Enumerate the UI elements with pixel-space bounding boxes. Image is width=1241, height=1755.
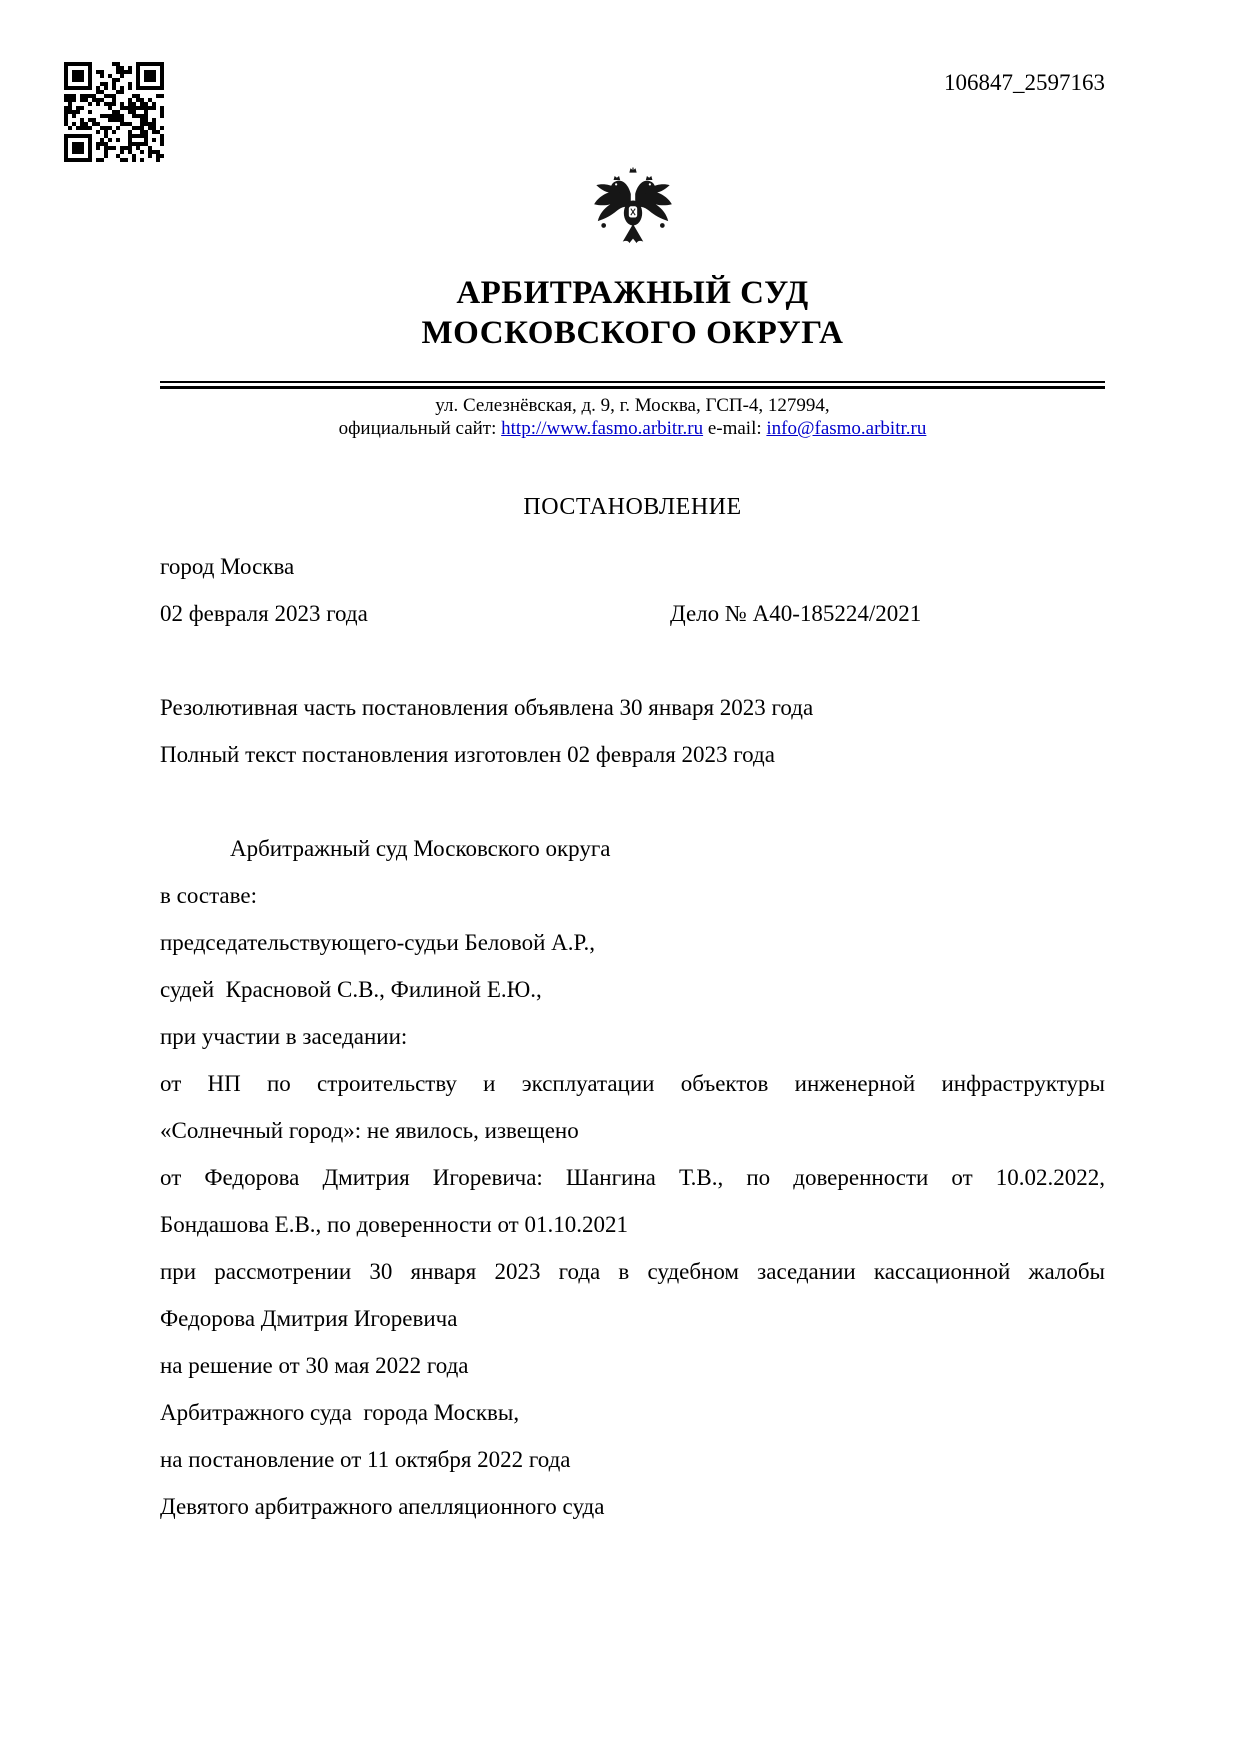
email-link[interactable]: info@fasmo.arbitr.ru [766,418,927,439]
body-line: председательствующего-судьи Беловой А.Р., [160,930,595,955]
resolutive-part-line: Резолютивная часть постановления объявлена 30 января 2023 года [160,695,814,720]
document-title: ПОСТАНОВЛЕНИЕ [523,494,742,520]
blank-line [160,778,1105,825]
body-line: от НП по строительству и эксплуатации объектов инженерной инфраструктуры [160,1071,1105,1096]
body-line: от Федорова Дмитрия Игоревича: Шангина Т.В., по доверенности от 10.02.2022, [160,1165,1105,1190]
decision-date: 02 февраля 2023 года [160,601,368,626]
document-number: 106847_2597163 [944,70,1105,95]
body-line: Арбитражный суд Московского округа [230,836,611,861]
court-name-line2: МОСКОВСКОГО ОКРУГА [421,315,844,351]
body-line: на постановление от 11 октября 2022 года [160,1447,571,1472]
court-address: ул. Селезнёвская, д. 9, г. Москва, ГСП-4, 127994, [435,395,830,416]
city-line: город Москва [160,554,295,579]
body-line: «Солнечный город»: не явилось, извещено [160,1118,579,1143]
body-line: при участии в заседании: [160,1024,408,1049]
body-line: Арбитражного суда города Москвы, [160,1400,520,1425]
court-contacts [160,394,1105,440]
court-name [160,273,1105,353]
site-label: официальный сайт: [338,418,497,439]
qr-code [64,62,164,162]
website-link[interactable]: http://www.fasmo.arbitr.ru [501,418,704,439]
header-divider [160,381,1105,389]
body-line: Бондашова Е.В., по доверенности от 01.10.2021 [160,1212,628,1237]
body-line: судей Красновой С.В., Филиной Е.Ю., [160,977,542,1002]
body-line: при рассмотрении 30 января 2023 года в судебном заседании кассационной жалобы [160,1259,1105,1284]
blank-line [160,637,1105,684]
court-name-line1: АРБИТРАЖНЫЙ СУД [456,275,809,311]
russia-coat-of-arms-icon [589,166,677,260]
full-text-line: Полный текст постановления изготовлен 02 февраля 2023 года [160,742,775,767]
document-body [160,543,1105,1530]
email-label: e-mail: [707,418,762,439]
body-line: Федорова Дмитрия Игоревича [160,1306,458,1331]
court-links-line [160,417,1105,440]
court-header [160,166,1105,353]
case-number: Дело № А40-185224/2021 [670,601,922,626]
body-line: Девятого арбитражного апелляционного суда [160,1494,605,1519]
body-line: на решение от 30 мая 2022 года [160,1353,469,1378]
date-case-row [160,590,1105,637]
body-line: в составе: [160,883,257,908]
